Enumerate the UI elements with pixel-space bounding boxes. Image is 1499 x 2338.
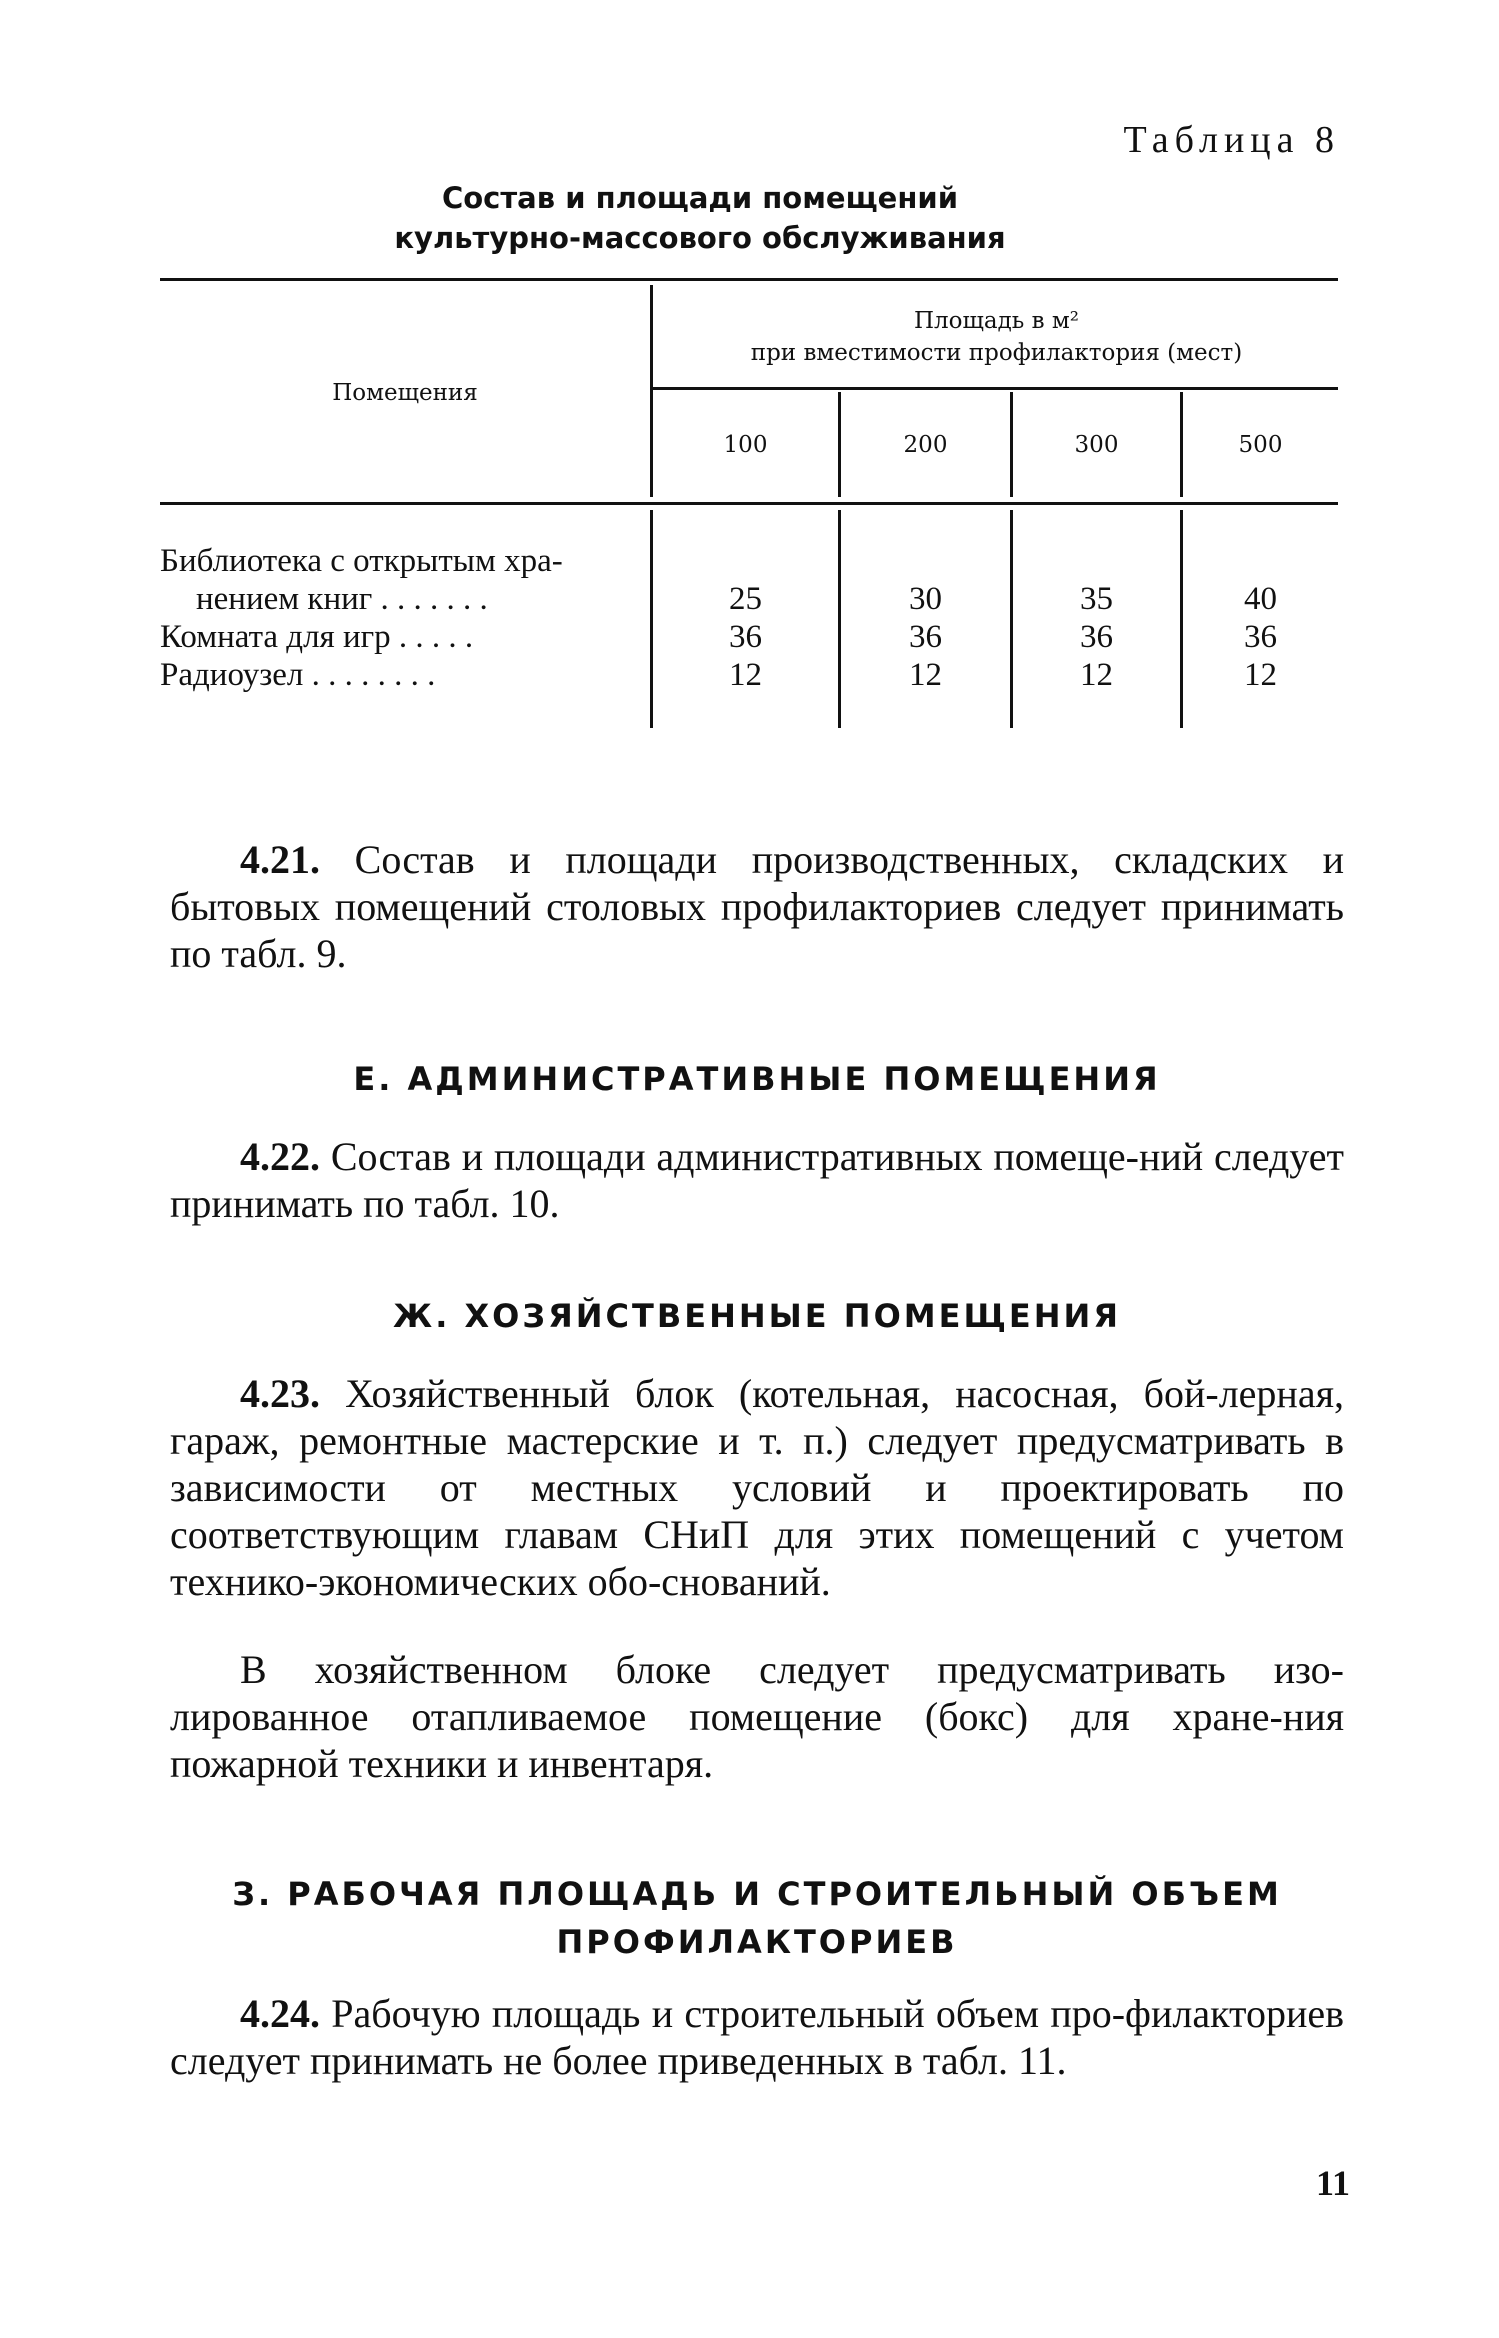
paragraph-4-23 xyxy=(170,1370,1344,1605)
paragraph-number: 4.22. xyxy=(240,1134,320,1179)
paragraph-text: Состав и площади производственных, складских и бытовых помещений столовых профилакториев следует принимать по табл. 9. xyxy=(170,837,1345,976)
capacity-300: 300 xyxy=(1074,432,1119,458)
paragraph-number: 4.24. xyxy=(240,1991,320,2036)
row-library-name xyxy=(160,542,563,618)
header-bottom-rule xyxy=(160,502,1338,505)
table-cell: 12 xyxy=(909,657,942,693)
table-cell: 12 xyxy=(1080,657,1113,693)
paragraph-text: Хозяйственный блок (котельная, насосная, бой-лерная, гараж, ремонтные мастерские и т. п.) следует предусматривать в зависимости от местных условий и проектировать по соответствующим главам СНиП для этих помещений с учетом технико-экономических обо-снований. xyxy=(170,1371,1344,1604)
table-cell: 40 xyxy=(1244,581,1277,617)
section-heading-zh: Ж. ХОЗЯЙСТВЕННЫЕ ПОМЕЩЕНИЯ xyxy=(393,1297,1121,1335)
table-cell: 35 xyxy=(1080,581,1113,617)
area-header-line1: Площадь в м² xyxy=(914,308,1079,334)
paragraph-text: Состав и площади административных помеще-ний следует принимать по табл. 10. xyxy=(170,1134,1345,1226)
table-cell: 30 xyxy=(909,581,942,617)
paragraph-number: 4.23. xyxy=(240,1371,320,1416)
section-heading-z-line1: З. РАБОЧАЯ ПЛОЩАДЬ И СТРОИТЕЛЬНЫЙ ОБЪЕМ xyxy=(232,1875,1282,1913)
table-cell: 36 xyxy=(1080,619,1113,655)
capacity-500: 500 xyxy=(1238,432,1283,458)
row-radio-node-name: Радиоузел . . . . . . . . xyxy=(160,657,436,693)
vrule-main-header xyxy=(650,285,653,497)
row-library-name-line2: нением книг . . . . . . . xyxy=(196,581,488,617)
table-cell: 36 xyxy=(729,619,762,655)
paragraph-4-21 xyxy=(170,836,1344,977)
table-cell: 36 xyxy=(1244,619,1277,655)
area-header xyxy=(655,305,1338,369)
table-top-rule xyxy=(160,278,1338,281)
table-title-line1: Состав и площади помещений xyxy=(441,181,959,215)
table-cell: 12 xyxy=(729,657,762,693)
table-title-line2: культурно-массового обслуживания xyxy=(394,221,1006,255)
section-heading-e: Е. АДМИНИСТРАТИВНЫЕ ПОМЕЩЕНИЯ xyxy=(353,1060,1161,1098)
table-title xyxy=(300,178,1100,258)
table-cell: 36 xyxy=(909,619,942,655)
section-heading-z-line2: ПРОФИЛАКТОРИЕВ xyxy=(556,1923,958,1961)
page-number: 11 xyxy=(1315,2163,1350,2203)
capacity-200: 200 xyxy=(903,432,948,458)
section-heading-z xyxy=(170,1870,1344,1966)
paragraph-4-22 xyxy=(170,1133,1344,1227)
table-cell: 12 xyxy=(1244,657,1277,693)
table-cell: 25 xyxy=(729,581,762,617)
row-games-room-name: Комната для игр . . . . . xyxy=(160,619,474,655)
paragraph-text: Рабочую площадь и строительный объем про-филакториев следует принимать не более приведенных в табл. 11. xyxy=(170,1991,1344,2083)
row-library-name-line1: Библиотека с открытым хра- xyxy=(160,543,563,579)
table-label: Таблица 8 xyxy=(1123,119,1340,161)
header-mid-rule xyxy=(650,387,1338,390)
capacity-100: 100 xyxy=(723,432,768,458)
rooms-column-header: Помещения xyxy=(332,380,478,406)
area-header-line2: при вместимости профилактория (мест) xyxy=(750,340,1243,366)
paragraph-4-23-continued: В хозяйственном блоке следует предусматривать изо-лированное отапливаемое помещение (бокс) для хране-ния пожарной техники и инвентаря. xyxy=(170,1647,1344,1786)
paragraph-4-24 xyxy=(170,1990,1344,2084)
paragraph-number: 4.21. xyxy=(240,837,320,882)
